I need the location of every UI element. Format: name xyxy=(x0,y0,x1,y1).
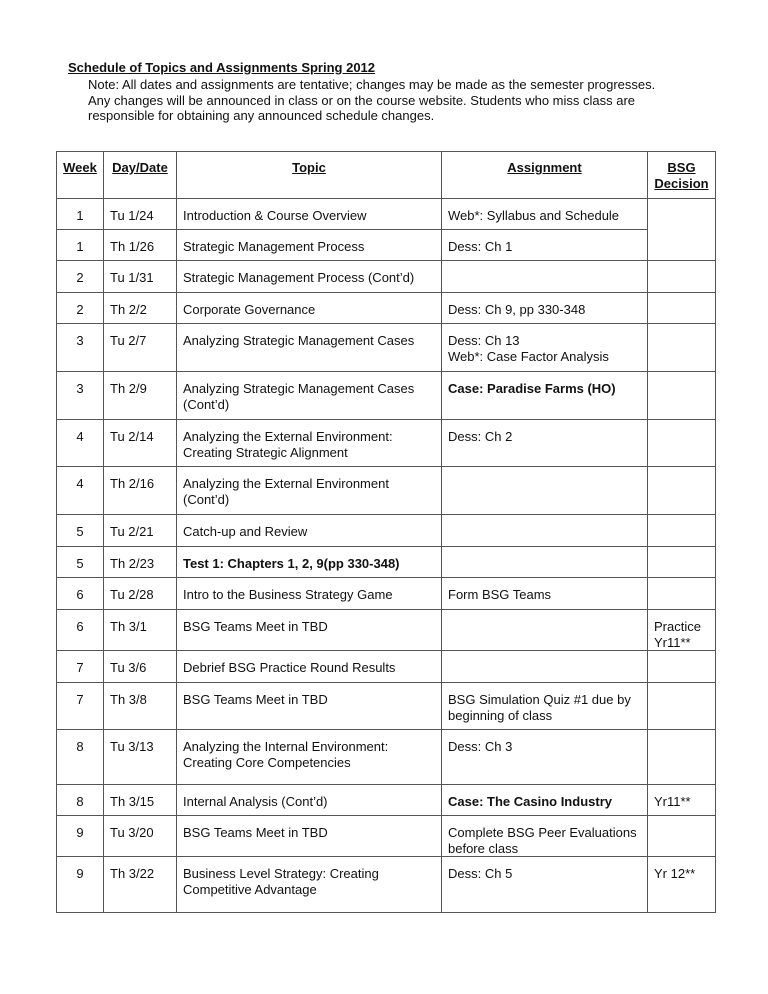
cell-date: Tu 1/31 xyxy=(104,261,177,293)
cell-assignment: Dess: Ch 2 xyxy=(442,420,648,467)
cell-assignment xyxy=(442,610,648,651)
table-header-row xyxy=(57,152,716,199)
cell-assignment: Web*: Syllabus and Schedule xyxy=(442,199,648,230)
cell-date: Tu 3/6 xyxy=(104,651,177,683)
cell-assignment xyxy=(442,651,648,683)
cell-bsg xyxy=(648,420,716,467)
cell-date: Th 2/9 xyxy=(104,372,177,420)
table-row xyxy=(57,467,716,515)
cell-assignment xyxy=(442,547,648,578)
table-row xyxy=(57,651,716,683)
cell-assignment: Dess: Ch 5 xyxy=(442,857,648,913)
cell-assignment: Dess: Ch 1 xyxy=(442,230,648,261)
cell-topic: Analyzing Strategic Management Cases xyxy=(177,324,442,372)
cell-date: Tu 2/28 xyxy=(104,578,177,610)
cell-bsg xyxy=(648,372,716,420)
cell-date: Tu 2/14 xyxy=(104,420,177,467)
cell-week: 8 xyxy=(57,785,104,816)
table-row xyxy=(57,293,716,324)
header-bsg-decision: BSG Decision xyxy=(648,152,716,199)
cell-week: 3 xyxy=(57,324,104,372)
cell-week: 6 xyxy=(57,610,104,651)
cell-topic: Strategic Management Process xyxy=(177,230,442,261)
table-row xyxy=(57,578,716,610)
cell-assignment: BSG Simulation Quiz #1 due by beginning of class xyxy=(442,683,648,730)
cell-week: 6 xyxy=(57,578,104,610)
cell-topic: Analyzing the Internal Environment: Creating Core Competencies xyxy=(177,730,442,785)
table-row xyxy=(57,785,716,816)
cell-topic: BSG Teams Meet in TBD xyxy=(177,683,442,730)
cell-assignment: Case: Paradise Farms (HO) xyxy=(442,372,648,420)
cell-week: 9 xyxy=(57,857,104,913)
table-row xyxy=(57,683,716,730)
cell-week: 8 xyxy=(57,730,104,785)
cell-bsg xyxy=(648,547,716,578)
cell-bsg: Yr 12** xyxy=(648,857,716,913)
table-row xyxy=(57,199,716,230)
cell-date: Tu 1/24 xyxy=(104,199,177,230)
table-row xyxy=(57,857,716,913)
cell-week: 7 xyxy=(57,683,104,730)
cell-topic: Catch-up and Review xyxy=(177,515,442,547)
table-row xyxy=(57,610,716,651)
cell-week: 4 xyxy=(57,467,104,515)
cell-topic: Corporate Governance xyxy=(177,293,442,324)
table-row xyxy=(57,324,716,372)
cell-assignment xyxy=(442,515,648,547)
header-week: Week xyxy=(57,152,104,199)
cell-week: 2 xyxy=(57,261,104,293)
cell-week: 9 xyxy=(57,816,104,857)
cell-date: Tu 2/7 xyxy=(104,324,177,372)
cell-bsg xyxy=(648,467,716,515)
cell-date: Th 3/22 xyxy=(104,857,177,913)
cell-bsg xyxy=(648,816,716,857)
cell-week: 1 xyxy=(57,230,104,261)
table-row xyxy=(57,547,716,578)
header-topic: Topic xyxy=(177,152,442,199)
cell-assignment xyxy=(442,467,648,515)
cell-bsg xyxy=(648,730,716,785)
cell-topic: Intro to the Business Strategy Game xyxy=(177,578,442,610)
table-row xyxy=(57,261,716,293)
cell-week: 5 xyxy=(57,515,104,547)
cell-date: Tu 3/13 xyxy=(104,730,177,785)
cell-topic: Debrief BSG Practice Round Results xyxy=(177,651,442,683)
cell-bsg xyxy=(648,651,716,683)
page-title: Schedule of Topics and Assignments Spring 2012 xyxy=(68,60,376,75)
schedule-note: Note: All dates and assignments are tentative; changes may be made as the semester progresses. Any changes will be announced in class or on the course website. Students who miss class are responsible for obtaining any announced schedule changes. xyxy=(88,77,656,124)
header-assignment: Assignment xyxy=(442,152,648,199)
cell-assignment: Complete BSG Peer Evaluations before class xyxy=(442,816,648,857)
cell-assignment: Dess: Ch 3 xyxy=(442,730,648,785)
cell-week: 4 xyxy=(57,420,104,467)
cell-topic: Internal Analysis (Cont’d) xyxy=(177,785,442,816)
cell-topic: Analyzing Strategic Management Cases (Cont’d) xyxy=(177,372,442,420)
cell-assignment: Case: The Casino Industry xyxy=(442,785,648,816)
cell-week: 3 xyxy=(57,372,104,420)
cell-bsg: Practice Yr11** xyxy=(648,610,716,651)
assignment-line: Web*: Case Factor Analysis xyxy=(448,348,609,364)
cell-week: 7 xyxy=(57,651,104,683)
cell-date: Th 2/16 xyxy=(104,467,177,515)
cell-bsg: Yr11** xyxy=(648,785,716,816)
table-row xyxy=(57,730,716,785)
cell-date: Tu 3/20 xyxy=(104,816,177,857)
cell-topic: Analyzing the External Environment (Cont’d) xyxy=(177,467,442,515)
cell-bsg xyxy=(648,324,716,372)
cell-bsg xyxy=(648,578,716,610)
cell-date: Th 3/1 xyxy=(104,610,177,651)
cell-date: Tu 2/21 xyxy=(104,515,177,547)
cell-assignment: Form BSG Teams xyxy=(442,578,648,610)
cell-assignment xyxy=(442,261,648,293)
cell-date: Th 1/26 xyxy=(104,230,177,261)
cell-topic: Business Level Strategy: Creating Competitive Advantage xyxy=(177,857,442,913)
header-date: Day/Date xyxy=(104,152,177,199)
cell-bsg xyxy=(648,261,716,293)
cell-week: 5 xyxy=(57,547,104,578)
cell-topic: Analyzing the External Environment: Creating Strategic Alignment xyxy=(177,420,442,467)
cell-bsg xyxy=(648,293,716,324)
cell-date: Th 2/23 xyxy=(104,547,177,578)
table-row xyxy=(57,230,716,261)
cell-topic: BSG Teams Meet in TBD xyxy=(177,610,442,651)
cell-bsg xyxy=(648,683,716,730)
cell-week: 2 xyxy=(57,293,104,324)
cell-bsg xyxy=(648,199,716,261)
cell-date: Th 2/2 xyxy=(104,293,177,324)
cell-date: Th 3/15 xyxy=(104,785,177,816)
cell-topic: BSG Teams Meet in TBD xyxy=(177,816,442,857)
cell-assignment: Dess: Ch 9, pp 330-348 xyxy=(442,293,648,324)
table-row xyxy=(57,515,716,547)
table-row xyxy=(57,372,716,420)
cell-bsg xyxy=(648,515,716,547)
cell-week: 1 xyxy=(57,199,104,230)
cell-date: Th 3/8 xyxy=(104,683,177,730)
schedule-table xyxy=(56,151,716,913)
cell-assignment xyxy=(442,324,648,372)
assignment-line: Dess: Ch 13 xyxy=(448,333,520,348)
cell-topic: Test 1: Chapters 1, 2, 9(pp 330-348) xyxy=(177,547,442,578)
table-row xyxy=(57,420,716,467)
table-row xyxy=(57,816,716,857)
cell-topic: Strategic Management Process (Cont’d) xyxy=(177,261,442,293)
cell-topic: Introduction & Course Overview xyxy=(177,199,442,230)
